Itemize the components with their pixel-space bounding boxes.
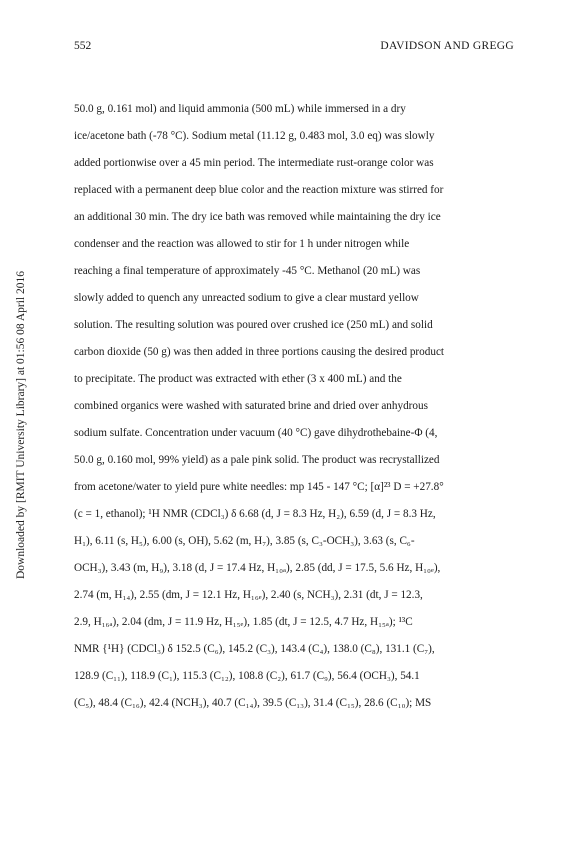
text-line: replaced with a permanent deep blue color and the reaction mixture was stirred for xyxy=(74,184,444,196)
text-line: from acetone/water to yield pure white needles: mp 145 - 147 °C; [α]²³ D = +27.8° xyxy=(74,481,444,493)
text-line: ice/acetone bath (-78 °C). Sodium metal (11.12 g, 0.483 mol, 3.0 eq) was slowly xyxy=(74,130,435,142)
page-number: 552 xyxy=(74,40,92,52)
text-line: condenser and the reaction was allowed to stir for 1 h under nitrogen while xyxy=(74,238,410,250)
text-line: to precipitate. The product was extracted with ether (3 x 400 mL) and the xyxy=(74,373,402,385)
download-watermark-text: Downloaded by [RMIT University Library] at 01:56 08 April 2016 xyxy=(15,270,27,580)
running-head: DAVIDSON AND GREGG xyxy=(380,40,514,52)
text-line: NMR {¹H} (CDCl₃) δ 152.5 (C₆), 145.2 (C₃), 143.4 (C₄), 138.0 (C₈), 131.1 (C₇), xyxy=(74,643,435,655)
text-line: slowly added to quench any unreacted sodium to give a clear mustard yellow xyxy=(74,292,419,304)
text-line: reaching a final temperature of approximately -45 °C. Methanol (20 mL) was xyxy=(74,265,421,277)
text-line: carbon dioxide (50 g) was then added in three portions causing the desired product xyxy=(74,346,445,358)
text-line: H₁), 6.11 (s, H₅), 6.00 (s, OH), 5.62 (m, H₇), 3.85 (s, C₃-OCH₃), 3.63 (s, C₆- xyxy=(74,535,415,547)
text-line: 50.0 g, 0.161 mol) and liquid ammonia (500 mL) while immersed in a dry xyxy=(74,103,406,115)
text-line: sodium sulfate. Concentration under vacuum (40 °C) gave dihydrothebaine-Φ (4, xyxy=(74,427,438,439)
text-line: (C₅), 48.4 (C₁₆), 42.4 (NCH₃), 40.7 (C₁₄), 39.5 (C₁₃), 31.4 (C₁₅), 28.6 (C₁₀); MS xyxy=(74,697,432,709)
text-line: 2.9, H₁₆ₐ), 2.04 (dm, J = 11.9 Hz, H₁₅ₑ), 1.85 (dt, J = 12.5, 4.7 Hz, H₁₅ₐ); ¹³C xyxy=(74,616,413,628)
body-text xyxy=(74,96,514,717)
text-line: 2.74 (m, H₁₄), 2.55 (dm, J = 12.1 Hz, H₁₆ₑ), 2.40 (s, NCH₃), 2.31 (dt, J = 12.3, xyxy=(74,589,423,601)
download-watermark xyxy=(6,190,36,660)
text-line: OCH₃), 3.43 (m, H₉), 3.18 (d, J = 17.4 Hz, H₁₀ₐ), 2.85 (dd, J = 17.5, 5.6 Hz, H₁₀ₑ), xyxy=(74,562,441,574)
text-line: an additional 30 min. The dry ice bath was removed while maintaining the dry ice xyxy=(74,211,441,223)
text-line: 128.9 (C₁₁), 118.9 (C₁), 115.3 (C₁₂), 108.8 (C₂), 61.7 (C₉), 56.4 (OCH₃), 54.1 xyxy=(74,670,420,682)
text-line: solution. The resulting solution was poured over crushed ice (250 mL) and solid xyxy=(74,319,433,331)
text-line: 50.0 g, 0.160 mol, 99% yield) as a pale pink solid. The product was recrystallized xyxy=(74,454,440,466)
text-line: combined organics were washed with saturated brine and dried over anhydrous xyxy=(74,400,428,412)
text-line: (c = 1, ethanol); ¹H NMR (CDCl₃) δ 6.68 (d, J = 8.3 Hz, H₂), 6.59 (d, J = 8.3 Hz, xyxy=(74,508,436,520)
text-line: added portionwise over a 45 min period. The intermediate rust-orange color was xyxy=(74,157,434,169)
